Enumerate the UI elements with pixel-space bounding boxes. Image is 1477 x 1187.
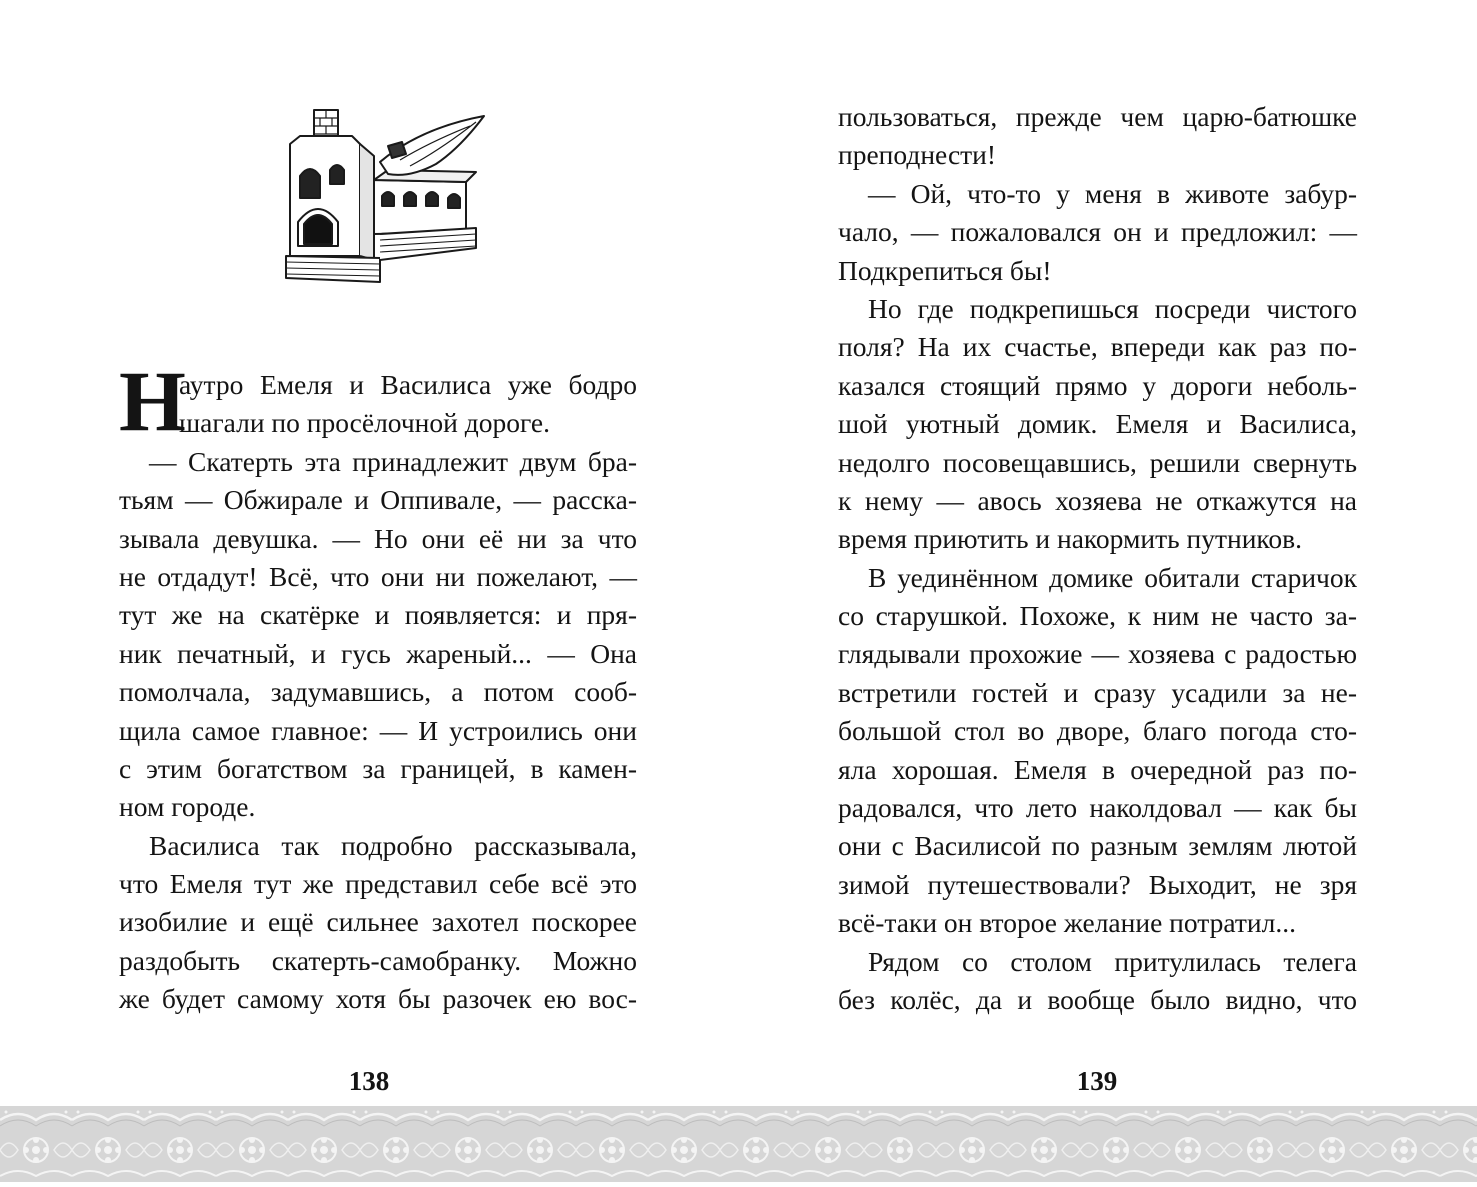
text-line: Рядом со столом притулилась телега bbox=[868, 945, 1357, 977]
text-line: пользоваться, прежде чем царю-батюшке bbox=[838, 101, 1357, 132]
page-number-left: 138 bbox=[348, 1066, 390, 1096]
text-line: Но где подкрепишься посреди чистого bbox=[868, 292, 1357, 324]
text-line: тьям — Обжирале и Оппивале, — расска- bbox=[119, 484, 637, 516]
text-line: щила самое главное: — И устроились они bbox=[119, 714, 637, 746]
text-line: поля? На их счастье, впереди как раз по- bbox=[838, 331, 1357, 363]
text-line: радовался, что лето наколдовал — как бы bbox=[838, 792, 1357, 824]
text-line: зимой путешествовали? Выходит, не зря bbox=[838, 868, 1357, 900]
text-line: казался стоящий прямо у дороги неболь- bbox=[838, 369, 1357, 401]
text-line: — Скатерть эта принадлежит двум бра- bbox=[149, 445, 637, 477]
text-line: без колёс, да и вообще было видно, что bbox=[838, 983, 1357, 1015]
drop-cap: Н bbox=[119, 353, 186, 449]
text-line: большой стол во дворе, благо погода сто- bbox=[838, 715, 1357, 747]
text-line: недолго посовещавшись, решили свернуть bbox=[838, 446, 1357, 478]
ornamental-border bbox=[0, 1106, 1477, 1182]
text-line: ном городе. bbox=[119, 791, 256, 823]
text-line: В уединённом домике обитали старичок bbox=[868, 561, 1357, 593]
flying-stove-illustration bbox=[270, 98, 500, 290]
text-line: всё-таки он второе желание потратил... bbox=[838, 907, 1296, 939]
text-line: они с Василисой по разным землям лютой bbox=[838, 830, 1357, 862]
text-line: что Емеля тут же представил себе всё это bbox=[119, 868, 637, 900]
text-line: время приютить и накормить путников. bbox=[838, 523, 1303, 555]
text-line: ник печатный, и гусь жареный... — Она bbox=[119, 637, 637, 669]
text-line: не отдадут! Всё, что они ни пожелают, — bbox=[119, 560, 637, 592]
text-line: Подкрепиться бы! bbox=[838, 254, 1052, 286]
text-line: с этим богатством за границей, в камен- bbox=[119, 752, 637, 784]
text-line: Василиса так подробно рассказывала, bbox=[149, 829, 637, 861]
text-line: к нему — авось хозяева не откажутся на bbox=[838, 484, 1357, 516]
text-line: глядывали прохожие — хозяева с радостью bbox=[838, 638, 1357, 670]
text-line: встретили гостей и сразу усадили за не- bbox=[838, 676, 1357, 708]
text-line: помолчала, задумавшись, а потом сооб- bbox=[119, 676, 637, 708]
left-page bbox=[0, 0, 738, 1100]
text-line: же будет самому хотя бы разочек ею вос- bbox=[119, 983, 637, 1015]
text-line: преподнести! bbox=[838, 139, 997, 171]
ornament-pattern bbox=[0, 1106, 1477, 1182]
left-page-text bbox=[119, 353, 637, 1019]
text-line: изобилие и ещё сильнее захотел поскорее bbox=[119, 906, 637, 938]
right-page-text bbox=[838, 98, 1357, 1019]
text-line: шагали по просёлочной дороге. bbox=[179, 407, 550, 439]
right-page bbox=[738, 0, 1477, 1100]
text-line: шой уютный домик. Емеля и Василиса, bbox=[838, 408, 1357, 440]
text-line: раздобыть скатерть-самобранку. Можно bbox=[119, 944, 637, 976]
text-line: — Ой, что-то у меня в животе забур- bbox=[868, 177, 1357, 209]
text-line: зывала девушка. — Но они её ни за что bbox=[119, 522, 637, 554]
text-line: со старушкой. Похоже, к ним не часто за- bbox=[838, 600, 1357, 632]
text-line: чало, — пожаловался он и предложил: — bbox=[838, 216, 1357, 248]
text-line: тут же на скатёрке и появляется: и пря- bbox=[119, 599, 637, 631]
page-number-right: 139 bbox=[1076, 1066, 1118, 1096]
text-line: яла хорошая. Емеля в очередной раз по- bbox=[838, 753, 1357, 785]
text-line: Н аутро Емеля и Василиса уже бодро bbox=[119, 353, 637, 449]
